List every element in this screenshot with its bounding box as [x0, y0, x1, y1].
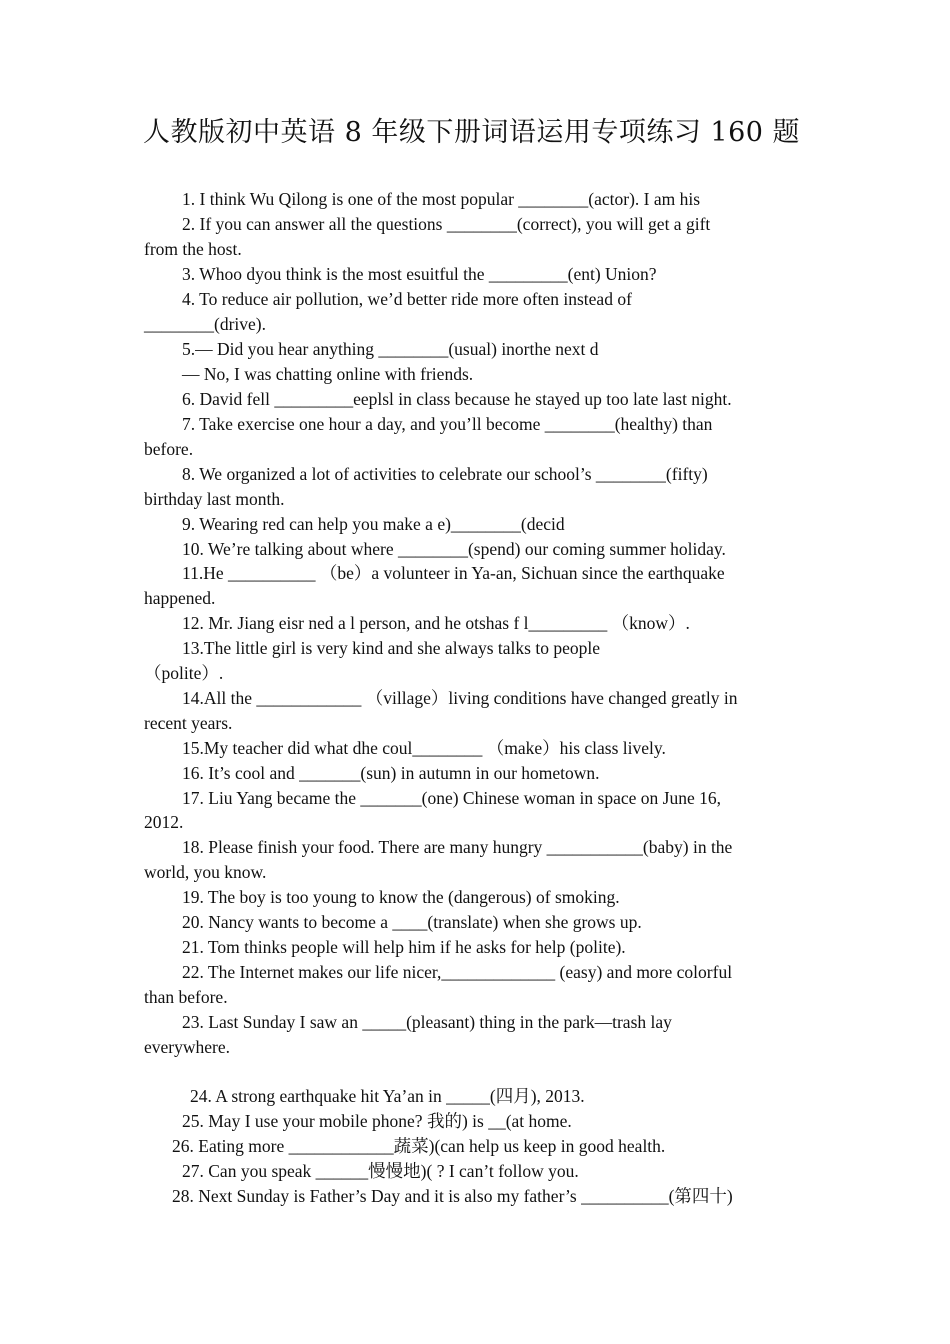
question-22: 22. The Internet makes our life nicer,_____________ (easy) and more colorful	[182, 962, 733, 982]
question-18-cont: world, you know.	[144, 862, 267, 882]
question-2: 2. If you can answer all the questions ________(correct), you will get a gift	[182, 214, 711, 234]
question-5-answer: — No, I was chatting online with friends.	[182, 364, 474, 384]
question-14: 14.All the ____________ （village）living conditions have changed greatly in	[182, 688, 738, 708]
question-26: 26. Eating more ____________蔬菜)(can help us keep in good health.	[172, 1136, 666, 1156]
question-20: 20. Nancy wants to become a ____(translate) when she grows up.	[182, 912, 642, 932]
question-3: 3. Whoo dyou think is the most esuitful the _________(ent) Union?	[182, 264, 657, 284]
question-10: 10. We’re talking about where ________(spend) our coming summer holiday.	[182, 539, 726, 559]
question-22-cont: than before.	[144, 987, 228, 1007]
question-2-cont: from the host.	[144, 239, 242, 259]
question-8: 8. We organized a lot of activities to celebrate our school’s ________(fifty)	[182, 464, 708, 484]
question-17: 17. Liu Yang became the _______(one) Chinese woman in space on June 16,	[182, 788, 721, 808]
question-1: 1. I think Wu Qilong is one of the most popular ________(actor). I am his	[182, 189, 701, 209]
question-25: 25. May I use your mobile phone? 我的) is __(at home.	[182, 1111, 572, 1131]
question-11: 11.He __________ （be）a volunteer in Ya-an, Sichuan since the earthquake	[182, 563, 725, 583]
question-28: 28. Next Sunday is Father’s Day and it is also my father’s __________(第四十)	[172, 1186, 733, 1206]
question-21: 21. Tom thinks people will help him if he asks for help (polite).	[182, 937, 626, 957]
question-16: 16. It’s cool and _______(sun) in autumn in our hometown.	[182, 763, 600, 783]
question-13: 13.The little girl is very kind and she always talks to people	[182, 638, 600, 658]
question-7-cont: before.	[144, 439, 194, 459]
question-6: 6. David fell _________eeplsl in class because he stayed up too late last night.	[182, 389, 732, 409]
question-7: 7. Take exercise one hour a day, and you’ll become ________(healthy) than	[182, 414, 713, 434]
question-17-cont: 2012.	[144, 812, 184, 832]
question-19: 19. The boy is too young to know the (dangerous) of smoking.	[182, 887, 620, 907]
question-13-cont: （polite）.	[144, 663, 224, 683]
question-23: 23. Last Sunday I saw an _____(pleasant) thing in the park—trash lay	[182, 1012, 672, 1032]
question-5: 5.— Did you hear anything ________(usual) inorthe next d	[182, 339, 599, 359]
question-24: 24. A strong earthquake hit Ya’an in _____(四月), 2013.	[190, 1086, 585, 1106]
question-23-cont: everywhere.	[144, 1037, 230, 1057]
question-9: 9. Wearing red can help you make a e)________(decid	[182, 514, 565, 534]
question-18: 18. Please finish your food. There are many hungry ___________(baby) in the	[182, 837, 733, 857]
page-title: 人教版初中英语 8 年级下册词语运用专项练习 160 题	[143, 117, 801, 148]
question-15: 15.My teacher did what dhe coul________ （make）his class lively.	[182, 738, 666, 758]
question-27: 27. Can you speak ______慢慢地)( ? I can’t follow you.	[182, 1161, 579, 1181]
question-12: 12. Mr. Jiang eisr ned a l person, and he otshas f l_________ （know）.	[182, 613, 690, 633]
question-4-cont: ________(drive).	[144, 314, 266, 334]
question-11-cont: happened.	[144, 588, 216, 608]
question-8-cont: birthday last month.	[144, 489, 285, 509]
question-4: 4. To reduce air pollution, we’d better ride more often instead of	[182, 289, 632, 309]
question-14-cont: recent years.	[144, 713, 233, 733]
